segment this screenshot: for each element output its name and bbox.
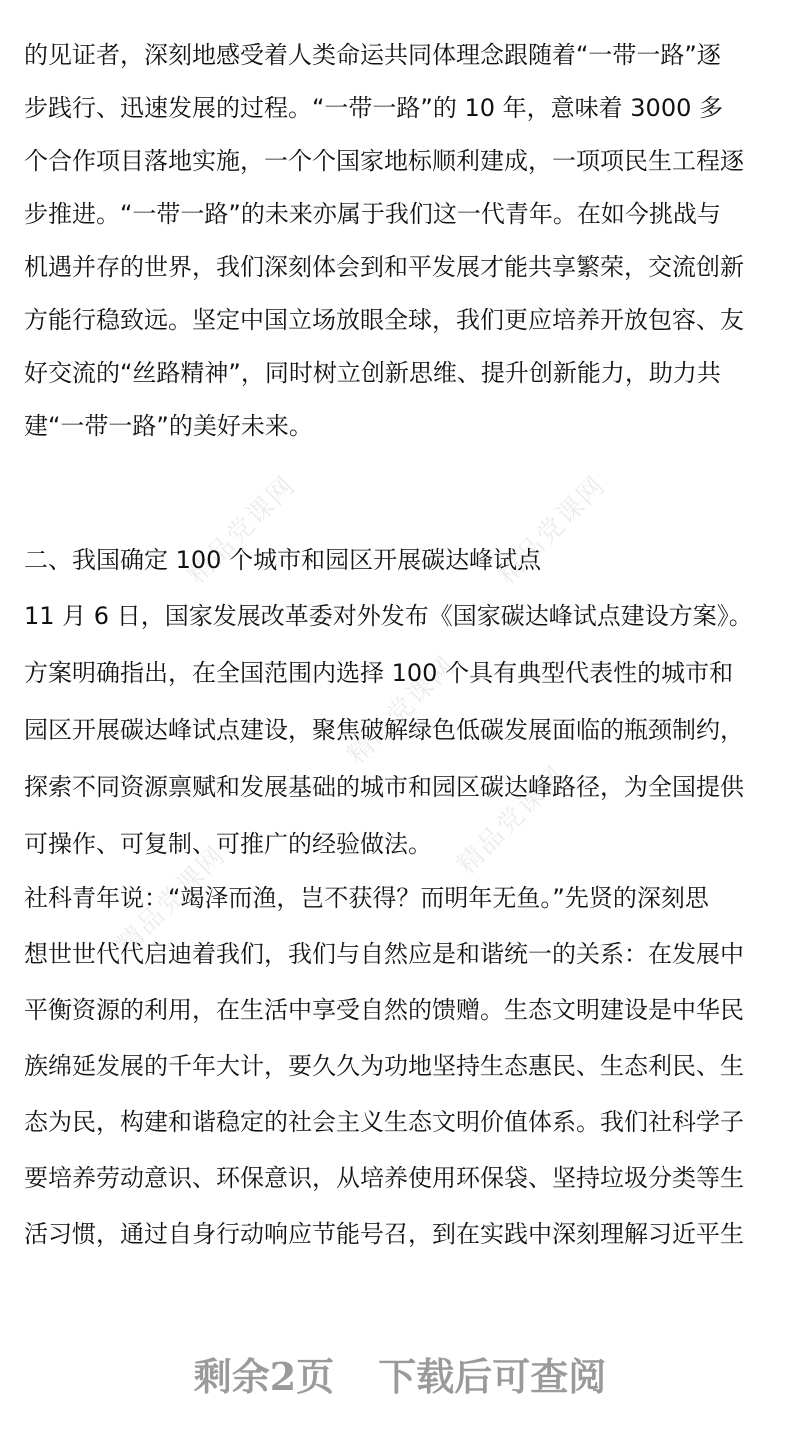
body-text-line: 园区开展碳达峰试点建设，聚焦破解绿色低碳发展面临的瓶颈制约， xyxy=(24,716,744,744)
body-text-line: 好交流的“丝路精神”，同时树立创新思维、提升创新能力，助力共 xyxy=(24,359,721,387)
body-text-line: 步践行、迅速发展的过程。“一带一路”的 10 年，意味着 3000 多 xyxy=(24,94,723,122)
body-text-line: 态为民，构建和谐稳定的社会主义生态文明价值体系。我们社科学子 xyxy=(24,1108,744,1136)
watermark: 精品党课网 xyxy=(341,650,462,771)
body-text-line: 社科青年说：“竭泽而渔，岂不获得？而明年无鱼。”先贤的深刻思 xyxy=(24,884,709,912)
body-text-line: 方能行稳致远。坚定中国立场放眼全球，我们更应培养开放包容、友 xyxy=(24,306,744,334)
body-text-line: 可操作、可复制、可推广的经验做法。 xyxy=(24,830,432,858)
body-text-line: 探索不同资源禀赋和发展基础的城市和园区碳达峰路径，为全国提供 xyxy=(24,773,744,801)
body-text-line: 11 月 6 日，国家发展改革委对外发布《国家碳达峰试点建设方案》。 xyxy=(24,602,753,630)
download-prompt[interactable] xyxy=(0,1343,800,1403)
body-text-line: 要培养劳动意识、环保意识，从培养使用环保袋、坚持垃圾分类等生 xyxy=(24,1164,744,1192)
body-text-line: 步推进。“一带一路”的未来亦属于我们这一代青年。在如今挑战与 xyxy=(24,200,721,228)
body-text-line: 想世世代代启迪着我们，我们与自然应是和谐统一的关系：在发展中 xyxy=(24,940,744,968)
watermark: 精品党课网 xyxy=(451,760,572,881)
body-text-line: 的见证者，深刻地感受着人类命运共同体理念跟随着“一带一路”逐 xyxy=(24,41,721,69)
body-text-line: 机遇并存的世界，我们深刻体会到和平发展才能共享繁荣，交流创新 xyxy=(24,253,744,281)
body-text-line: 活习惯，通过自身行动响应节能号召，到在实践中深刻理解习近平生 xyxy=(24,1220,744,1248)
section-heading: 二、我国确定 100 个城市和园区开展碳达峰试点 xyxy=(24,546,542,574)
body-text-line: 建“一带一路”的美好未来。 xyxy=(24,412,313,440)
body-text-line: 平衡资源的利用，在生活中享受自然的馈赠。生态文明建设是中华民 xyxy=(24,996,744,1024)
watermark: 精品党课网 xyxy=(111,840,232,961)
body-text-line: 方案明确指出，在全国范围内选择 100 个具有典型代表性的城市和 xyxy=(24,659,734,687)
remaining-pages-text: 剩余2页 xyxy=(193,1353,335,1399)
body-text-line: 个合作项目落地实施，一个个国家地标顺利建成，一项项民生工程逐 xyxy=(24,147,744,175)
download-to-read-text[interactable]: 下载后可查阅 xyxy=(378,1353,607,1399)
body-text-line: 族绵延发展的千年大计，要久久为功地坚持生态惠民、生态利民、生 xyxy=(24,1052,744,1080)
watermark: 精品党课网 xyxy=(491,470,612,591)
watermark: 精品党课网 xyxy=(181,470,302,591)
